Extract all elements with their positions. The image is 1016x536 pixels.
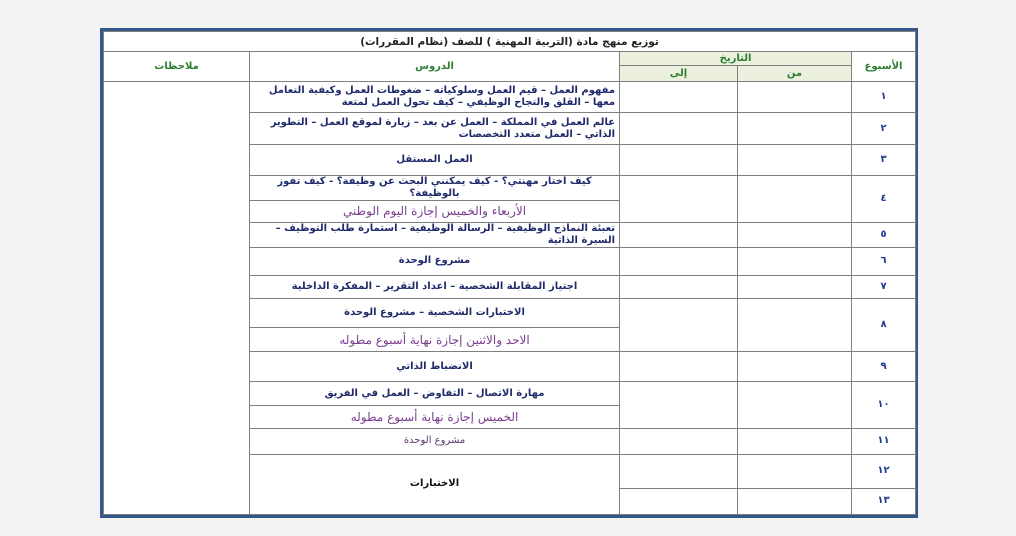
week-number: ٧ (852, 275, 916, 298)
week-number: ٦ (852, 247, 916, 275)
week-number: ١١ (852, 428, 916, 454)
date-from-cell (738, 488, 852, 514)
date-from-cell (738, 275, 852, 298)
date-from-cell (738, 299, 852, 352)
date-to-cell (620, 299, 738, 352)
date-from-cell (738, 113, 852, 145)
lesson-cell: الاختبارات الشخصية – مشروع الوحدة (250, 299, 620, 328)
date-to-cell (620, 82, 738, 113)
date-to-cell (620, 247, 738, 275)
week-number: ٥ (852, 222, 916, 247)
header-from: من (738, 66, 852, 82)
table-title: توزيع منهج مادة (التربية المهنية ) للصف (نظام المقررات) (104, 32, 916, 52)
date-to-cell (620, 175, 738, 222)
date-from-cell (738, 222, 852, 247)
lesson-cell: كيف اختار مهنتي؟ - كيف يمكنني البحث عن وظيفة؟ - كيف تفوز بالوظيفة؟ (250, 175, 620, 200)
date-to-cell (620, 222, 738, 247)
date-from-cell (738, 247, 852, 275)
date-from-cell (738, 382, 852, 428)
lesson-cell: مشروع الوحدة (250, 247, 620, 275)
date-from-cell (738, 352, 852, 382)
header-week: الأسبوع (852, 52, 916, 82)
week-number: ٨ (852, 299, 916, 352)
date-from-cell (738, 82, 852, 113)
lesson-cell: مشروع الوحدة (250, 428, 620, 454)
lesson-cell: مفهوم العمل – قيم العمل وسلوكياته – ضغوطات العمل وكيفية التعامل معها – القلق والتجاح الوظيفي – كيف تحول العمل لمتعة (250, 82, 620, 113)
curriculum-table (103, 31, 916, 515)
holiday-note: الاحد والاثنين إجازة نهاية أسبوع مطوله (250, 328, 620, 352)
lesson-cell: مهارة الاتصال – التفاوض – العمل في الفريق (250, 382, 620, 406)
week-number: ٣ (852, 145, 916, 175)
date-from-cell (738, 175, 852, 222)
date-from-cell (738, 428, 852, 454)
week-number: ٩ (852, 352, 916, 382)
lesson-cell: عالم العمل في المملكة – العمل عن بعد – زيارة لموقع العمل – التطوير الذاتي – العمل متعدد التخصصات (250, 113, 620, 145)
document-sheet (100, 28, 918, 518)
notes-cell (104, 82, 250, 515)
date-to-cell (620, 113, 738, 145)
date-to-cell (620, 145, 738, 175)
header-notes: ملاحظات (104, 52, 250, 82)
week-number: ٤ (852, 175, 916, 222)
date-from-cell (738, 454, 852, 488)
lesson-cell: اجتياز المقابلة الشخصية – اعداد التقرير – المفكرة الداخلية (250, 275, 620, 298)
week-number: ١٠ (852, 382, 916, 428)
lesson-cell: العمل المستقل (250, 145, 620, 175)
date-to-cell (620, 488, 738, 514)
date-to-cell (620, 275, 738, 298)
date-to-cell (620, 352, 738, 382)
lesson-cell: الانضباط الذاتي (250, 352, 620, 382)
week-number: ١ (852, 82, 916, 113)
week-number: ٢ (852, 113, 916, 145)
holiday-note: الخميس إجازة نهاية أسبوع مطوله (250, 406, 620, 428)
date-to-cell (620, 428, 738, 454)
week-number: ١٢ (852, 454, 916, 488)
lesson-cell-exams: الاختبارات (250, 454, 620, 514)
header-date: التاريخ (620, 52, 852, 66)
date-to-cell (620, 454, 738, 488)
date-to-cell (620, 382, 738, 428)
header-lessons: الدروس (250, 52, 620, 82)
header-to: إلى (620, 66, 738, 82)
week-number: ١٣ (852, 488, 916, 514)
date-from-cell (738, 145, 852, 175)
holiday-note: الأربعاء والخميس إجازة اليوم الوطني (250, 200, 620, 222)
lesson-cell: تعبئة النماذج الوظيفية – الرسالة الوظيفية – استمارة طلب التوظيف – السيرة الذاتية (250, 222, 620, 247)
